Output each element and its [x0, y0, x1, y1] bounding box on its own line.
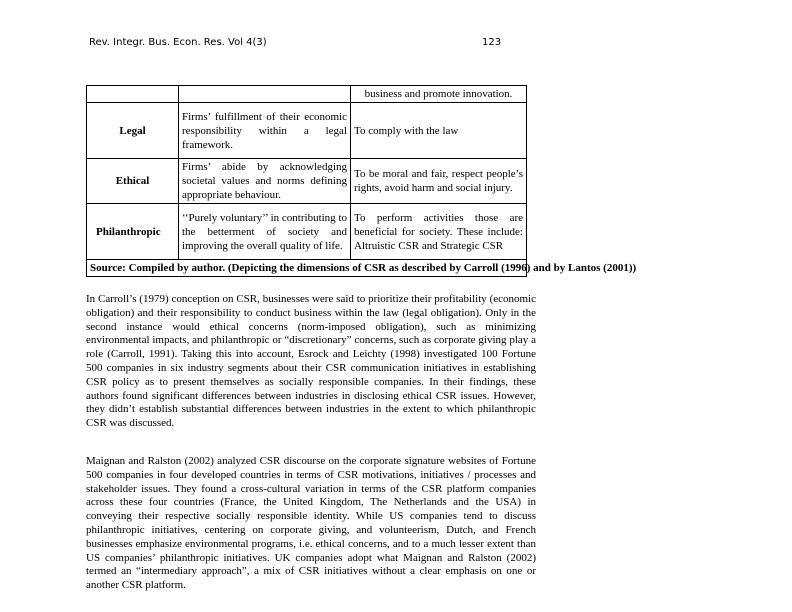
- objective-cell: To perform activities those are beneficial for society. These include: Altruistic CSR and Strategic CSR: [351, 204, 527, 260]
- definition-cell: Firms’ fulfillment of their economic responsibility within a legal framework.: [179, 103, 351, 159]
- table-row-legal: [87, 103, 527, 159]
- table-row-ethical: [87, 159, 527, 204]
- csr-dimensions-table: [86, 85, 637, 277]
- dimension-label: Legal: [87, 103, 179, 159]
- page-number: 123: [482, 37, 502, 48]
- objective-cell: To be moral and fair, respect people’s rights, avoid harm and social injury.: [351, 159, 527, 204]
- table-row-source: [87, 260, 527, 277]
- definition-cell: ‘‘Purely voluntary’’ in contributing to the betterment of society and improving the overall quality of life.: [179, 204, 351, 260]
- body-paragraph: In Carroll’s (1979) conception on CSR, businesses were said to prioritize their profitability (economic obligation) and their responsibility to conduct business within the law (legal obligation). Only in the second instance would ethical concerns (norm-imposed obligation), such as minimizing environmental impacts, and philanthropic or “discretionary” concerns, such as corporate giving play a role (Carroll, 1991). Taking this into account, Esrock and Leichty (1998) investigated 100 Fortune 500 companies in six industry segments about their CSR communication initiatives in establishing CSR policy as to present themselves as socially responsible companies. In their findings, these authors found significant differences between industries in disclosing ethical CSR issues. However, they didn’t establish substantial differences between industries in the extent to which philanthropic CSR was discussed.: [86, 293, 536, 430]
- running-head: Rev. Integr. Bus. Econ. Res. Vol 4(3): [89, 37, 267, 48]
- dimension-label: Philanthropic: [87, 204, 179, 260]
- definition-cell: Firms’ abide by acknowledging societal values and norms defining appropriate behaviour.: [179, 159, 351, 204]
- dimension-cell: [87, 86, 179, 103]
- objective-cell: To comply with the law: [351, 103, 527, 159]
- table-source-note: Source: Compiled by author. (Depicting the dimensions of CSR as described by Carroll (1996) and by Lantos (2001)): [90, 262, 637, 274]
- dimension-label: Ethical: [87, 159, 179, 204]
- table-row-philanthropic: [87, 204, 527, 260]
- table-row-continuation: [87, 86, 527, 103]
- objective-cell: business and promote innovation.: [351, 86, 527, 103]
- definition-cell: [179, 86, 351, 103]
- body-paragraph: Maignan and Ralston (2002) analyzed CSR discourse on the corporate signature websites of Fortune 500 companies in four developed countries in terms of CSR motivations, initiatives / processes and stakeholder issues. They found a cross-cultural variation in terms of the CSR platform companies across these four countries (France, the United Kingdom, The Netherlands and the USA) in conveying their respective socially responsible identity. While US companies tend to discuss philanthropic initiatives, centering on corporate giving, and volunteerism, Dutch, and French businesses emphasize environmental programs, i.e. ethical concerns, and to a much lesser extent than US companies’ philanthropic initiatives. UK companies adopt what Maignan and Ralston (2002) termed an “intermediary approach”, a mix of CSR initiatives without a clear emphasis on one or another CSR platform.: [86, 455, 536, 592]
